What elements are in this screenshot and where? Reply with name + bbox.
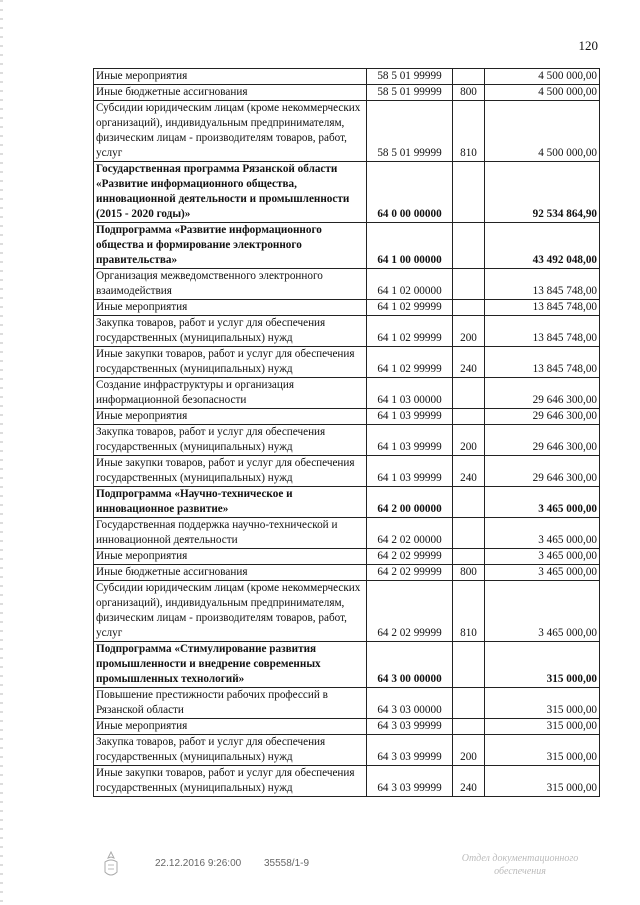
- table-row: [94, 378, 600, 409]
- row-expense-type: [453, 69, 485, 85]
- table-row: [94, 642, 600, 688]
- row-expense-type: [453, 378, 485, 409]
- emblem-icon: [100, 850, 122, 880]
- row-name: Субсидии юридическим лицам (кроме некоммерческих организаций), индивидуальным предпринимателям, физическим лицам - производителям товаров, работ, услуг: [94, 581, 367, 642]
- table-row: [94, 162, 600, 223]
- table-row: [94, 719, 600, 735]
- row-sum: 3 465 000,00: [485, 487, 600, 518]
- row-name: Субсидии юридическим лицам (кроме некоммерческих организаций), индивидуальным предпринимателям, физическим лицам - производителям товаров, работ, услуг: [94, 101, 367, 162]
- row-name: Иные мероприятия: [94, 719, 367, 735]
- row-sum: 315 000,00: [485, 735, 600, 766]
- row-name: Государственная программа Рязанской области «Развитие информационного общества, инновационной деятельности и промышленности (2015 - 2020 годы)»: [94, 162, 367, 223]
- row-expense-type: [453, 162, 485, 223]
- row-name: Закупка товаров, работ и услуг для обеспечения государственных (муниципальных) нужд: [94, 735, 367, 766]
- row-sum: 29 646 300,00: [485, 425, 600, 456]
- row-name: Иные мероприятия: [94, 409, 367, 425]
- table-row: [94, 269, 600, 300]
- row-expense-type: [453, 409, 485, 425]
- stamp: [440, 852, 600, 878]
- row-sum: 13 845 748,00: [485, 316, 600, 347]
- row-code: 64 2 00 00000: [367, 487, 453, 518]
- table-row: [94, 581, 600, 642]
- row-code: 64 1 03 00000: [367, 378, 453, 409]
- row-name: Закупка товаров, работ и услуг для обеспечения государственных (муниципальных) нужд: [94, 316, 367, 347]
- row-expense-type: 810: [453, 101, 485, 162]
- row-expense-type: [453, 487, 485, 518]
- budget-table-body: [94, 69, 600, 797]
- table-row: [94, 456, 600, 487]
- scan-edge: [0, 0, 3, 905]
- row-sum: 13 845 748,00: [485, 347, 600, 378]
- row-name: Иные мероприятия: [94, 549, 367, 565]
- table-row: [94, 101, 600, 162]
- row-sum: 92 534 864,90: [485, 162, 600, 223]
- row-name: Подпрограмма «Стимулирование развития промышленности и внедрение современных промышленных технологий»: [94, 642, 367, 688]
- row-sum: 3 465 000,00: [485, 565, 600, 581]
- table-row: [94, 565, 600, 581]
- row-sum: 29 646 300,00: [485, 456, 600, 487]
- row-sum: 4 500 000,00: [485, 101, 600, 162]
- row-name: Иные закупки товаров, работ и услуг для обеспечения государственных (муниципальных) нужд: [94, 456, 367, 487]
- table-row: [94, 735, 600, 766]
- row-expense-type: 240: [453, 347, 485, 378]
- row-sum: 29 646 300,00: [485, 409, 600, 425]
- row-sum: 3 465 000,00: [485, 518, 600, 549]
- row-expense-type: [453, 223, 485, 269]
- row-code: 64 1 00 00000: [367, 223, 453, 269]
- row-name: Иные мероприятия: [94, 69, 367, 85]
- row-name: Закупка товаров, работ и услуг для обеспечения государственных (муниципальных) нужд: [94, 425, 367, 456]
- row-code: 64 1 03 99999: [367, 409, 453, 425]
- row-expense-type: [453, 518, 485, 549]
- row-sum: 315 000,00: [485, 642, 600, 688]
- row-code: 64 3 03 99999: [367, 766, 453, 797]
- row-sum: 43 492 048,00: [485, 223, 600, 269]
- row-code: 64 1 03 99999: [367, 425, 453, 456]
- row-expense-type: 810: [453, 581, 485, 642]
- row-sum: 3 465 000,00: [485, 581, 600, 642]
- page-number: 120: [578, 38, 598, 53]
- row-expense-type: 800: [453, 565, 485, 581]
- row-expense-type: [453, 642, 485, 688]
- table-row: [94, 518, 600, 549]
- row-sum: 13 845 748,00: [485, 300, 600, 316]
- row-code: 64 2 02 99999: [367, 549, 453, 565]
- table-row: [94, 766, 600, 797]
- row-expense-type: 200: [453, 316, 485, 347]
- row-code: 64 1 03 99999: [367, 456, 453, 487]
- row-name: Иные закупки товаров, работ и услуг для обеспечения государственных (муниципальных) нужд: [94, 766, 367, 797]
- row-sum: 3 465 000,00: [485, 549, 600, 565]
- table-row: [94, 69, 600, 85]
- stamp-line-2: обеспечения: [494, 866, 546, 877]
- footer: [155, 858, 329, 869]
- table-row: [94, 347, 600, 378]
- row-expense-type: 240: [453, 766, 485, 797]
- row-expense-type: 240: [453, 456, 485, 487]
- row-sum: 315 000,00: [485, 766, 600, 797]
- table-row: [94, 223, 600, 269]
- row-code: 64 2 02 00000: [367, 518, 453, 549]
- row-name: Организация межведомственного электронного взаимодействия: [94, 269, 367, 300]
- row-expense-type: [453, 549, 485, 565]
- row-code: 64 3 00 00000: [367, 642, 453, 688]
- table-row: [94, 425, 600, 456]
- footer-doc-id: 35558/1-9: [263, 858, 310, 869]
- row-name: Подпрограмма «Научно-техническое и инновационное развитие»: [94, 487, 367, 518]
- table-row: [94, 316, 600, 347]
- row-name: Иные мероприятия: [94, 300, 367, 316]
- row-expense-type: 200: [453, 735, 485, 766]
- table-row: [94, 300, 600, 316]
- row-name: Повышение престижности рабочих профессий в Рязанской области: [94, 688, 367, 719]
- row-name: Иные бюджетные ассигнования: [94, 85, 367, 101]
- row-code: 58 5 01 99999: [367, 69, 453, 85]
- row-sum: 29 646 300,00: [485, 378, 600, 409]
- row-expense-type: 200: [453, 425, 485, 456]
- row-code: 64 3 03 99999: [367, 719, 453, 735]
- row-name: Создание инфраструктуры и организация информационной безопасности: [94, 378, 367, 409]
- row-code: 58 5 01 99999: [367, 85, 453, 101]
- table-row: [94, 85, 600, 101]
- row-sum: 13 845 748,00: [485, 269, 600, 300]
- row-expense-type: [453, 688, 485, 719]
- budget-table: [93, 68, 600, 797]
- row-expense-type: [453, 300, 485, 316]
- row-code: 64 1 02 99999: [367, 347, 453, 378]
- row-code: 64 3 03 99999: [367, 735, 453, 766]
- table-row: [94, 409, 600, 425]
- row-name: Подпрограмма «Развитие информационного общества и формирование электронного правительства»: [94, 223, 367, 269]
- table-row: [94, 487, 600, 518]
- row-code: 64 2 02 99999: [367, 581, 453, 642]
- row-expense-type: [453, 719, 485, 735]
- row-sum: 4 500 000,00: [485, 85, 600, 101]
- row-code: 64 1 02 99999: [367, 300, 453, 316]
- row-name: Иные бюджетные ассигнования: [94, 565, 367, 581]
- row-code: 64 2 02 99999: [367, 565, 453, 581]
- row-expense-type: 800: [453, 85, 485, 101]
- table-row: [94, 549, 600, 565]
- row-code: 64 1 02 99999: [367, 316, 453, 347]
- row-sum: 315 000,00: [485, 688, 600, 719]
- table-row: [94, 688, 600, 719]
- row-code: 58 5 01 99999: [367, 101, 453, 162]
- row-sum: 4 500 000,00: [485, 69, 600, 85]
- row-code: 64 0 00 00000: [367, 162, 453, 223]
- row-code: 64 3 03 00000: [367, 688, 453, 719]
- row-sum: 315 000,00: [485, 719, 600, 735]
- row-code: 64 1 02 00000: [367, 269, 453, 300]
- row-expense-type: [453, 269, 485, 300]
- footer-datetime: 22.12.2016 9:26:00: [155, 858, 242, 869]
- stamp-line-1: Отдел документационного: [461, 853, 579, 864]
- row-name: Иные закупки товаров, работ и услуг для обеспечения государственных (муниципальных) нужд: [94, 347, 367, 378]
- row-name: Государственная поддержка научно-технической и инновационной деятельности: [94, 518, 367, 549]
